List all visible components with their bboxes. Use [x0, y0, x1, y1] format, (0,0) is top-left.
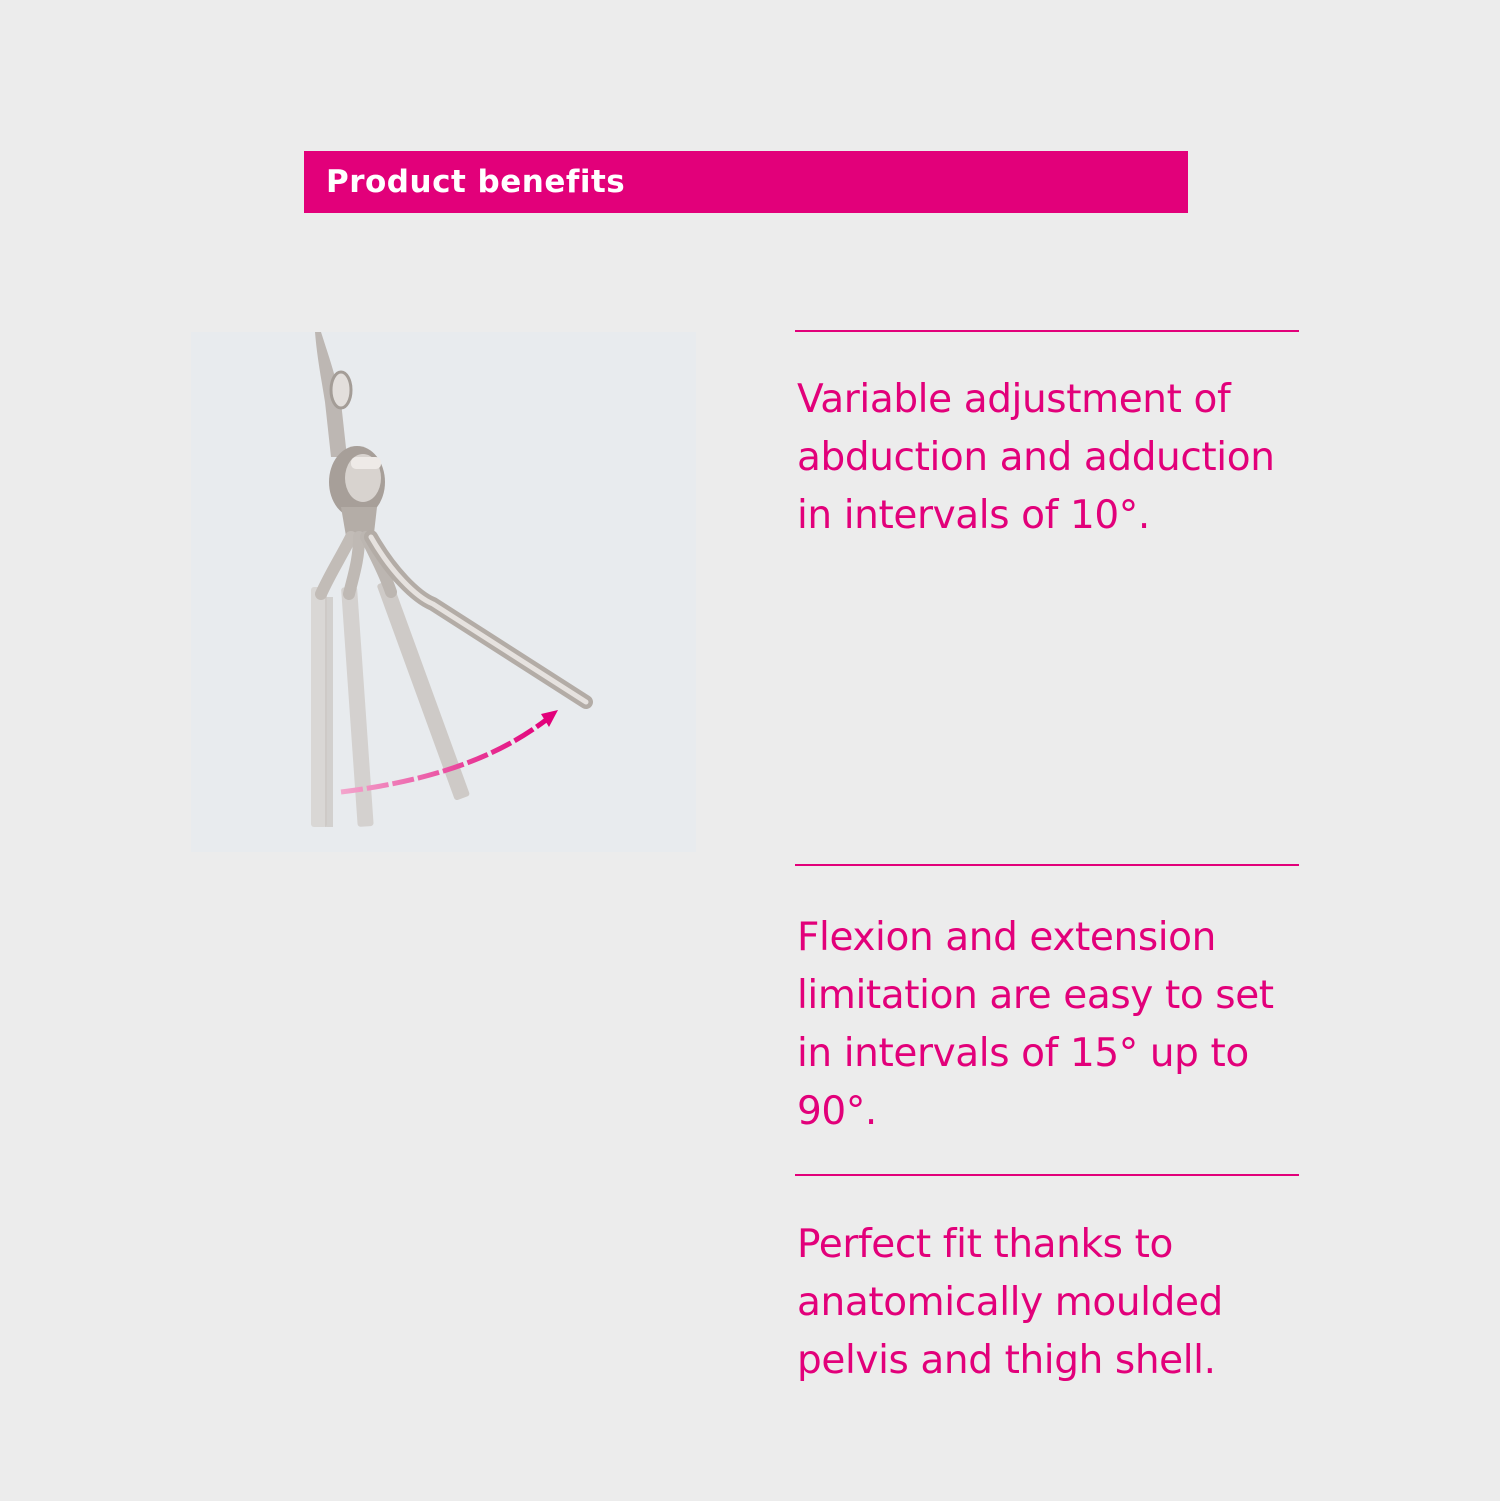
- benefit-perfect-fit: Perfect fit thanks to anatomically moulded pelvis and thigh shell.: [797, 1222, 1223, 1383]
- brace-joint-illustration: [191, 332, 696, 852]
- divider-1: [795, 330, 1299, 332]
- divider-2: [795, 864, 1299, 866]
- hip-joint-icon: [191, 332, 696, 852]
- section-title: Product benefits: [326, 164, 626, 200]
- section-header-banner: [304, 151, 1188, 213]
- benefit-flexion-extension-limitation: Flexion and extension limitation are easy to set in intervals of 15° up to 90°.: [797, 915, 1274, 1134]
- benefit-abduction-adjustment: Variable adjustment of abduction and adduction in intervals of 10°.: [797, 377, 1275, 538]
- divider-3: [795, 1174, 1299, 1176]
